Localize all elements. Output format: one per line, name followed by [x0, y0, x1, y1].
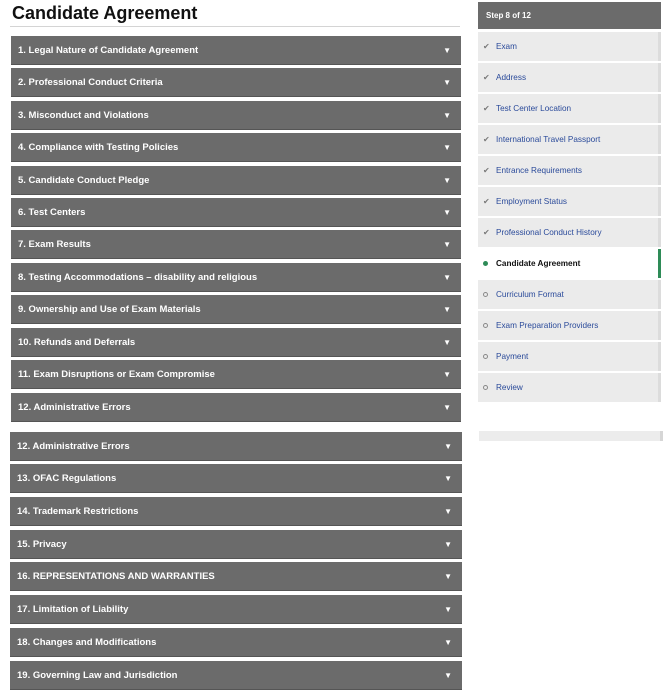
step-counter: Step 8 of 12 — [478, 2, 661, 29]
step-entrance-requirements[interactable] — [478, 156, 661, 185]
pending-step-circle-icon — [483, 323, 488, 328]
accordion-section-4[interactable] — [11, 133, 461, 161]
step-label: Entrance Requirements — [496, 166, 583, 175]
step-employment-status[interactable] — [478, 187, 661, 216]
chevron-down-icon: ▼ — [443, 110, 451, 120]
checkmark-icon: ✔ — [483, 228, 490, 237]
accordion-section-5[interactable] — [11, 166, 461, 194]
accordion-label: 2. Professional Conduct Criteria — [18, 76, 163, 88]
chevron-down-icon: ▼ — [444, 637, 452, 647]
chevron-down-icon: ▼ — [443, 142, 451, 152]
accordion-label: 6. Test Centers — [18, 206, 86, 218]
accordion-label: 16. REPRESENTATIONS AND WARRANTIES — [17, 570, 215, 582]
step-candidate-agreement[interactable] — [478, 249, 661, 278]
accordion-section-12b[interactable] — [10, 432, 462, 460]
step-exam[interactable] — [478, 32, 661, 61]
pending-step-circle-icon — [483, 385, 488, 390]
accordion-label: 17. Limitation of Liability — [17, 603, 129, 615]
step-payment[interactable] — [478, 342, 661, 371]
accordion-label: 13. OFAC Regulations — [17, 472, 117, 484]
accordion-label: 18. Changes and Modifications — [17, 636, 157, 648]
chevron-down-icon: ▼ — [444, 506, 452, 516]
accordion-label: 8. Testing Accommodations – disability and religious — [18, 271, 258, 283]
checkmark-icon: ✔ — [483, 197, 490, 206]
accordion-section-1[interactable] — [11, 36, 461, 64]
checkmark-icon: ✔ — [483, 104, 490, 113]
step-label: Review — [496, 383, 523, 392]
step-exam-preparation-providers[interactable] — [478, 311, 661, 340]
pending-step-circle-icon — [483, 354, 488, 359]
pending-step-circle-icon — [483, 292, 488, 297]
sidebar-footer — [479, 431, 663, 441]
chevron-down-icon: ▼ — [443, 337, 451, 347]
checkmark-icon: ✔ — [483, 73, 490, 82]
chevron-down-icon: ▼ — [444, 441, 452, 451]
accordion-label: 11. Exam Disruptions or Exam Compromise — [18, 368, 215, 380]
accordion-section-17[interactable] — [10, 595, 462, 623]
chevron-down-icon: ▼ — [443, 369, 451, 379]
chevron-down-icon: ▼ — [444, 604, 452, 614]
chevron-down-icon: ▼ — [444, 571, 452, 581]
step-label: Curriculum Format — [496, 290, 564, 299]
chevron-down-icon: ▼ — [443, 45, 451, 55]
chevron-down-icon: ▼ — [443, 402, 451, 412]
accordion-label: 7. Exam Results — [18, 238, 91, 250]
chevron-down-icon: ▼ — [443, 304, 451, 314]
step-label: Exam Preparation Providers — [496, 321, 599, 330]
accordion-label: 12. Administrative Errors — [18, 401, 131, 413]
step-international-travel-passport[interactable] — [478, 125, 661, 154]
accordion-label: 1. Legal Nature of Candidate Agreement — [18, 44, 199, 56]
title-divider — [10, 26, 460, 27]
accordion-section-10[interactable] — [11, 328, 461, 356]
accordion-section-13[interactable] — [10, 464, 462, 492]
accordion-section-12[interactable] — [11, 393, 461, 421]
chevron-down-icon: ▼ — [443, 207, 451, 217]
accordion-section-11[interactable] — [11, 360, 461, 388]
accordion-section-2[interactable] — [11, 68, 461, 96]
accordion-label: 14. Trademark Restrictions — [17, 505, 139, 517]
step-curriculum-format[interactable] — [478, 280, 661, 309]
accordion-section-7[interactable] — [11, 230, 461, 258]
accordion-section-9[interactable] — [11, 295, 461, 323]
chevron-down-icon: ▼ — [443, 175, 451, 185]
accordion-label: 3. Misconduct and Violations — [18, 109, 149, 121]
step-label: Payment — [496, 352, 529, 361]
chevron-down-icon: ▼ — [444, 473, 452, 483]
step-label: International Travel Passport — [496, 135, 601, 144]
step-label: Test Center Location — [496, 104, 572, 113]
accordion-label: 12. Administrative Errors — [17, 440, 130, 452]
chevron-down-icon: ▼ — [444, 670, 452, 680]
accordion-label: 10. Refunds and Deferrals — [18, 336, 136, 348]
step-professional-conduct-history[interactable] — [478, 218, 661, 247]
accordion-label: 9. Ownership and Use of Exam Materials — [18, 303, 201, 315]
checkmark-icon: ✔ — [483, 42, 490, 51]
accordion-label: 4. Compliance with Testing Policies — [18, 141, 179, 153]
chevron-down-icon: ▼ — [444, 539, 452, 549]
accordion-section-18[interactable] — [10, 628, 462, 656]
accordion-section-15[interactable] — [10, 530, 462, 558]
accordion-section-3[interactable] — [11, 101, 461, 129]
checkmark-icon: ✔ — [483, 166, 490, 175]
checkmark-icon: ✔ — [483, 135, 490, 144]
step-label: Candidate Agreement — [496, 259, 581, 268]
accordion-section-14[interactable] — [10, 497, 462, 525]
chevron-down-icon: ▼ — [443, 272, 451, 282]
chevron-down-icon: ▼ — [443, 77, 451, 87]
chevron-down-icon: ▼ — [443, 239, 451, 249]
current-step-dot-icon — [483, 261, 488, 266]
step-review[interactable] — [478, 373, 661, 402]
step-label: Exam — [496, 42, 517, 51]
step-address[interactable] — [478, 63, 661, 92]
accordion-section-16[interactable] — [10, 562, 462, 590]
accordion-section-8[interactable] — [11, 263, 461, 291]
accordion-label: 19. Governing Law and Jurisdiction — [17, 669, 178, 681]
accordion-label: 15. Privacy — [17, 538, 67, 550]
step-test-center-location[interactable] — [478, 94, 661, 123]
step-label: Address — [496, 73, 527, 82]
step-label: Employment Status — [496, 197, 567, 206]
accordion-section-6[interactable] — [11, 198, 461, 226]
step-label: Professional Conduct History — [496, 228, 602, 237]
page-title: Candidate Agreement — [12, 3, 198, 23]
accordion-label: 5. Candidate Conduct Pledge — [18, 174, 150, 186]
accordion-section-19[interactable] — [10, 661, 462, 689]
